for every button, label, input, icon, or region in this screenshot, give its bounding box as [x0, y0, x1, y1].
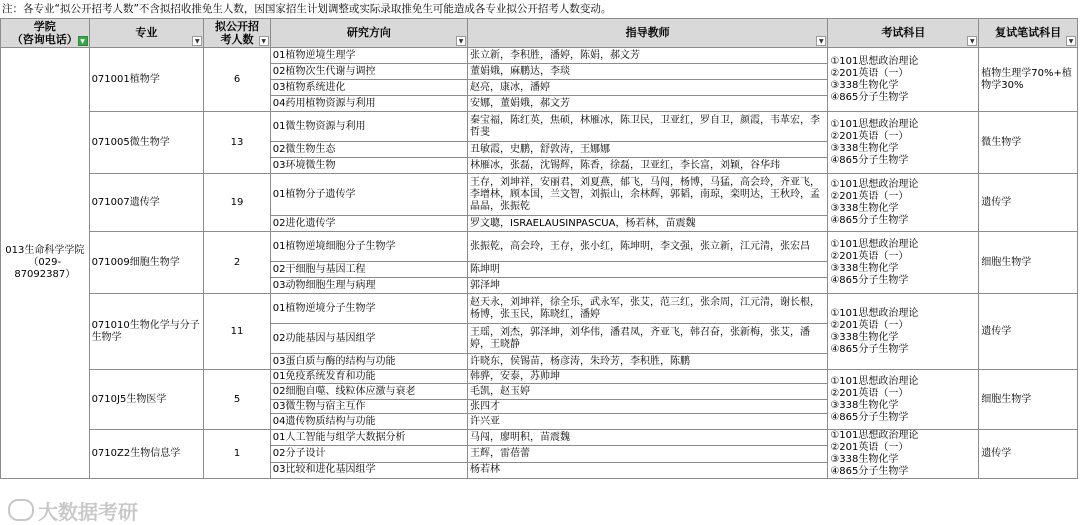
header-college: [1, 19, 90, 48]
exam-cell: [828, 430, 979, 479]
direction-cell: 02微生物生态: [270, 142, 467, 158]
exam-subject: ②201英语（一）: [830, 319, 909, 331]
header-quota: [204, 19, 270, 48]
header-exam-label: 考试科目: [881, 26, 926, 39]
major-cell: 0710Z2生物信息学: [89, 430, 204, 479]
filter-dropdown-icon[interactable]: ▼: [967, 36, 977, 46]
direction-cell: 02进化遗传学: [270, 216, 467, 232]
teachers-cell: 张振乾，高会玲，王存，张小红，陈坤明，李文强，张立新，江元清，张宏昌: [468, 232, 828, 262]
direction-cell: 03动物细胞生理与病理: [270, 278, 467, 294]
header-major: [89, 19, 204, 48]
exam-cell: [828, 48, 979, 112]
header-direction-label: 研究方向: [346, 26, 391, 39]
header-teachers-label: 指导教师: [625, 26, 670, 39]
header-direction: [270, 19, 467, 48]
header-college-label: 学院 （咨询电话）: [11, 20, 78, 46]
table-row: [1, 48, 1078, 64]
college-phone: （029-87092387）: [14, 257, 76, 280]
exam-subject: ④865分子生物学: [830, 214, 909, 226]
quota-cell: 5: [204, 370, 270, 430]
filter-active-icon[interactable]: ▼: [78, 36, 88, 46]
major-cell: 0710J5生物医学: [89, 370, 204, 430]
header-teachers: [468, 19, 828, 48]
direction-cell: 03微生物与宿主互作: [270, 400, 467, 414]
retest-cell: 遗传学: [979, 430, 1078, 479]
exam-cell: [828, 112, 979, 174]
exam-subject: ②201英语（一）: [830, 387, 909, 399]
exam-subject: ③338生物化学: [830, 454, 899, 465]
exam-subject: ①101思想政治理论: [830, 307, 919, 319]
college-cell: [1, 48, 90, 479]
teachers-cell: 秦宝福，陈红英，焦硕，林雁冰，陈卫民，卫亚红，罗自卫，颜霞，韦革宏，李哲斐: [468, 112, 828, 142]
header-exam: [828, 19, 979, 48]
header-retest: [979, 19, 1078, 48]
major-cell: 071010生物化学与分子生物学: [89, 294, 204, 370]
table-row: [1, 174, 1078, 216]
exam-subject: ②201英语（一）: [830, 442, 909, 453]
table-row: [1, 112, 1078, 142]
teachers-cell: 赵天永，刘坤祥，徐全乐，武永军，张艾，范三红，张余周，江元清，谢长根，杨博，张玉民，陈晓红，潘婷: [468, 294, 828, 324]
exam-subject: ④865分子生物学: [830, 154, 909, 166]
exam-subject: ②201英语（一）: [830, 67, 909, 79]
exam-subject: ③338生物化学: [830, 399, 899, 411]
direction-cell: 01植物分子遗传学: [270, 174, 467, 216]
major-cell: 071005微生物学: [89, 112, 204, 174]
direction-cell: 02分子设计: [270, 446, 467, 462]
direction-cell: 01人工智能与组学大数据分析: [270, 430, 467, 446]
teachers-cell: 张四才: [468, 400, 828, 414]
teachers-cell: 张立新，李积胜，潘婷，陈娟，郝文芳: [468, 48, 828, 64]
retest-cell: 遗传学: [979, 294, 1078, 370]
direction-cell: 01微生物资源与利用: [270, 112, 467, 142]
quota-cell: 13: [204, 112, 270, 174]
direction-cell: 01植物逆境分子生物学: [270, 294, 467, 324]
exam-subject: ④865分子生物学: [830, 343, 909, 355]
exam-subject: ②201英语（一）: [830, 130, 909, 142]
major-cell: 071007遗传学: [89, 174, 204, 232]
exam-cell: [828, 174, 979, 232]
teachers-cell: 罗文聰，ISRAELAUSINPASCUA，杨若林，苗震魏: [468, 216, 828, 232]
teachers-cell: 董娟娥，麻鹏达，李琰: [468, 64, 828, 80]
direction-cell: 04药用植物资源与利用: [270, 96, 467, 112]
teachers-cell: 许兴亚: [468, 414, 828, 430]
admissions-table: [0, 18, 1078, 479]
exam-cell: [828, 294, 979, 370]
teachers-cell: 韩骅，安泰，苏帅坤: [468, 370, 828, 384]
table-row: [1, 294, 1078, 324]
exam-subject: ④865分子生物学: [830, 466, 909, 477]
table-row: [1, 232, 1078, 262]
exam-subject: ④865分子生物学: [830, 91, 909, 103]
exam-subject: ②201英语（一）: [830, 190, 909, 202]
teachers-cell: 丑敏霞，史鹏，舒敦涛，王娜娜: [468, 142, 828, 158]
header-quota-label: 拟公开招 考人数: [215, 20, 259, 46]
teachers-cell: 王存，刘坤祥，安丽君，刘夏燕，郁飞，马闯，杨博，马猛，高会玲，齐亚飞，李增林，顾本国，兰文智，刘振山，余林辉，郭韬，南琼，栾明达，王秋玲，孟晶晶，张振乾: [468, 174, 828, 216]
direction-cell: 02功能基因与基因组学: [270, 324, 467, 354]
header-major-label: 专业: [135, 26, 158, 39]
teachers-cell: 陈坤明: [468, 262, 828, 278]
retest-cell: 细胞生物学: [979, 370, 1078, 430]
quota-cell: 19: [204, 174, 270, 232]
watermark-text: 大数据考研: [38, 500, 138, 524]
college-name: 013生命科学学院: [5, 245, 85, 256]
teachers-cell: 许晓东，侯锡苗，杨彦涛，朱玲芳，李积胜，陈鹏: [468, 354, 828, 370]
major-cell: 071001植物学: [89, 48, 204, 112]
exam-subject: ①101思想政治理论: [830, 118, 919, 130]
filter-dropdown-icon[interactable]: ▼: [259, 36, 269, 46]
exam-cell: [828, 370, 979, 430]
filter-dropdown-icon[interactable]: ▼: [456, 36, 466, 46]
teachers-cell: 王辉，雷蓓蕾: [468, 446, 828, 462]
direction-cell: 04遗传物质结构与功能: [270, 414, 467, 430]
quota-cell: 2: [204, 232, 270, 294]
table-row: [1, 430, 1078, 446]
retest-cell: 细胞生物学: [979, 232, 1078, 294]
teachers-cell: 王瑶，刘杰，郭泽坤，刘华伟，潘君凤，齐亚飞，韩召奋，张新梅，张艾，潘婷，王晓静: [468, 324, 828, 354]
exam-subject: ③338生物化学: [830, 142, 899, 154]
exam-subject: ③338生物化学: [830, 202, 899, 214]
direction-cell: 02细胞自噬、线粒体应激与衰老: [270, 384, 467, 400]
table-row: [1, 370, 1078, 384]
retest-cell: 遗传学: [979, 174, 1078, 232]
exam-subject: ①101思想政治理论: [830, 430, 919, 441]
direction-cell: 01免疫系统发育和功能: [270, 370, 467, 384]
watermark-logo-icon: [8, 499, 34, 521]
teachers-cell: 马闯，廖明积，苗震魏: [468, 430, 828, 446]
direction-cell: 01植物逆境细胞分子生物学: [270, 232, 467, 262]
direction-cell: 03植物系统进化: [270, 80, 467, 96]
teachers-cell: 郭泽坤: [468, 278, 828, 294]
teachers-cell: 杨若林: [468, 462, 828, 478]
retest-cell: 植物生理学70%+植物学30%: [979, 48, 1078, 112]
direction-cell: 02干细胞与基因工程: [270, 262, 467, 278]
direction-cell: 02植物次生代谢与调控: [270, 64, 467, 80]
exam-subject: ③338生物化学: [830, 331, 899, 343]
exam-subject: ①101思想政治理论: [830, 375, 919, 387]
filter-dropdown-icon[interactable]: ▼: [816, 36, 826, 46]
quota-cell: 6: [204, 48, 270, 112]
exam-subject: ①101思想政治理论: [830, 178, 919, 190]
exam-subject: ②201英语（一）: [830, 250, 909, 262]
direction-cell: 01植物逆境生理学: [270, 48, 467, 64]
exam-subject: ③338生物化学: [830, 79, 899, 91]
exam-subject: ①101思想政治理论: [830, 238, 919, 250]
table-body: [1, 48, 1078, 479]
retest-cell: 微生物学: [979, 112, 1078, 174]
exam-subject: ④865分子生物学: [830, 274, 909, 286]
exam-subject: ①101思想政治理论: [830, 55, 919, 67]
direction-cell: 03蛋白质与酶的结构与功能: [270, 354, 467, 370]
teachers-cell: 安娜，董娟娥，郝文芳: [468, 96, 828, 112]
teachers-cell: 赵亮，康冰，潘婷: [468, 80, 828, 96]
quota-cell: 11: [204, 294, 270, 370]
exam-subject: ③338生物化学: [830, 262, 899, 274]
teachers-cell: 毛凯，赵玉婷: [468, 384, 828, 400]
header-row: [1, 19, 1078, 48]
teachers-cell: 林雁冰，张磊，沈锡辉，陈香，徐磊，卫亚红，李长富，刘颖，谷华玮: [468, 158, 828, 174]
filter-dropdown-icon[interactable]: ▼: [192, 36, 202, 46]
quota-cell: 1: [204, 430, 270, 479]
direction-cell: 03比较和进化基因组学: [270, 462, 467, 478]
header-retest-label: 复试笔试科目: [995, 26, 1062, 39]
filter-dropdown-icon[interactable]: ▼: [1066, 36, 1076, 46]
exam-cell: [828, 232, 979, 294]
direction-cell: 03环境微生物: [270, 158, 467, 174]
exam-subject: ④865分子生物学: [830, 411, 909, 423]
major-cell: 071009细胞生物学: [89, 232, 204, 294]
table-note: 注：各专业“拟公开招考人数”不含拟招收推免生人数，因国家招生计划调整或实际录取推免生可能造成各专业拟公开招考人数变动。: [2, 3, 612, 15]
watermark: [8, 496, 138, 525]
